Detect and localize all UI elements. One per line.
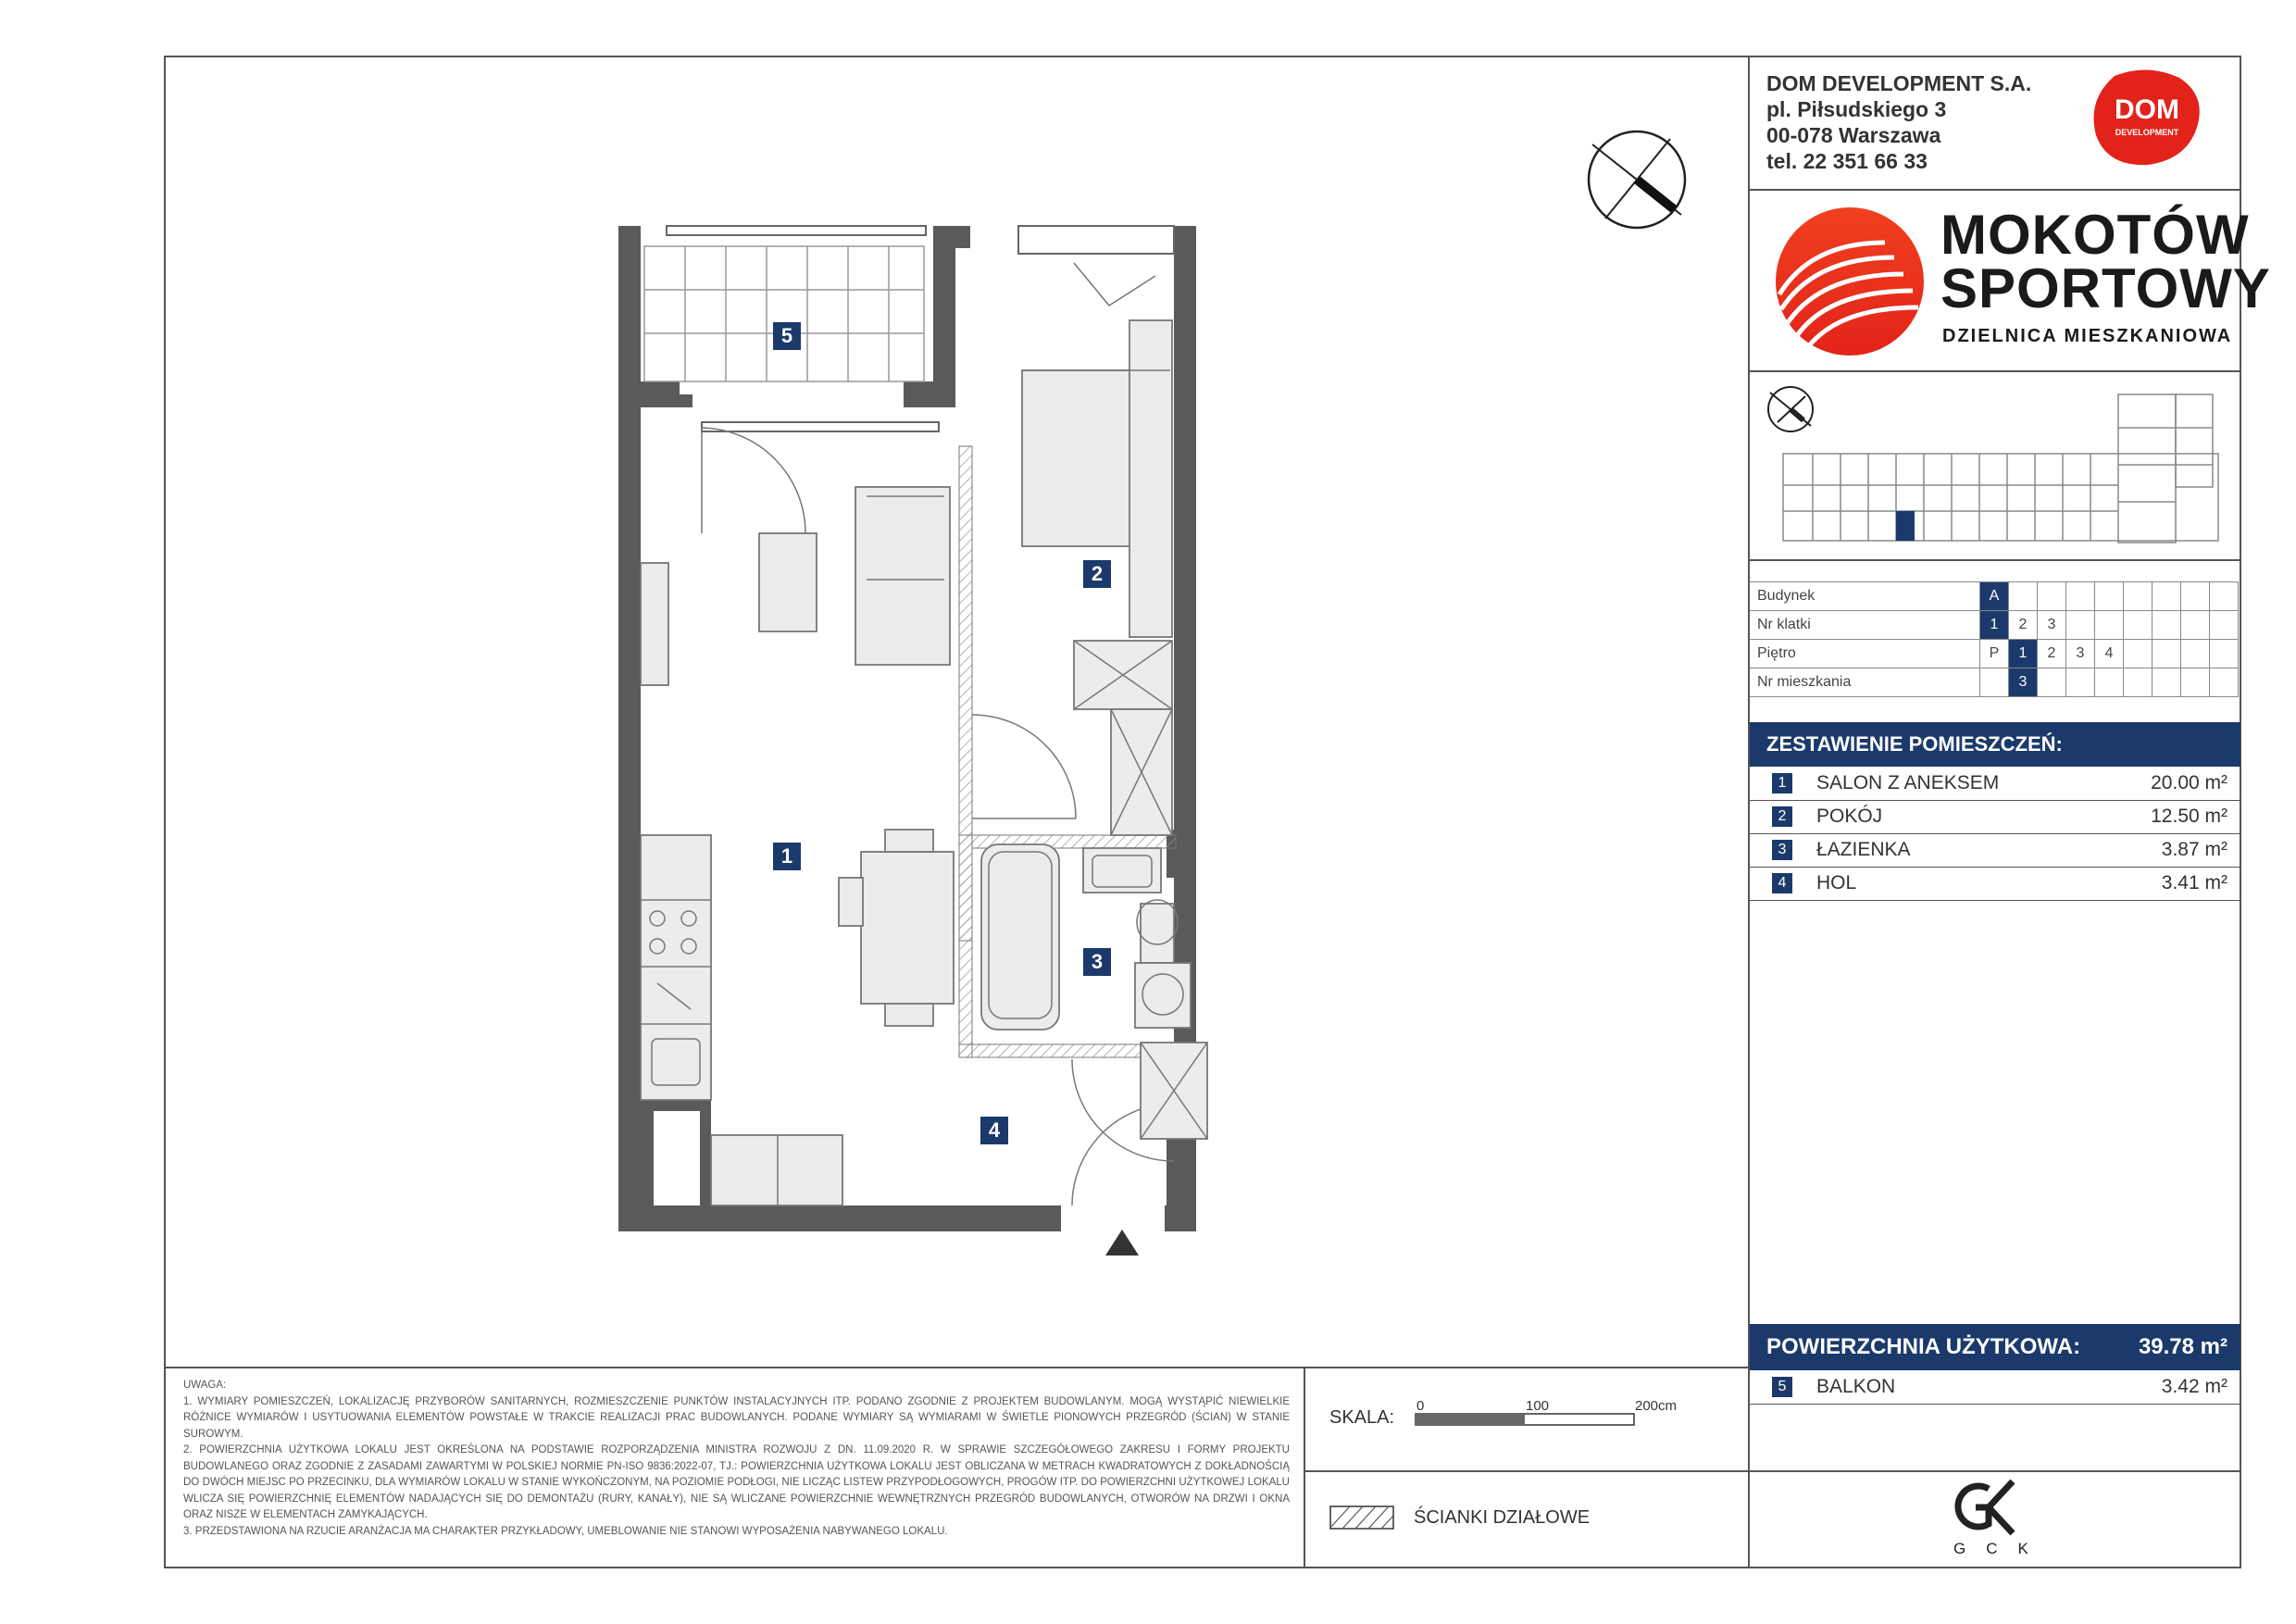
company-name: DOM DEVELOPMENT S.A. — [1766, 71, 2032, 95]
note-item: 1. WYMIARY POMIESZCZEŃ, LOKALIZACJĘ PRZYBORÓW SANITARNYCH, ROZMIESZCZENIE PUNKTÓW INSTALACYJNYCH ITP. PODANO ZGODNIE Z PROJEKTEM BUDOWLANYM. MOGĄ WYSTĄPIĆ NIEWIELKIE RÓŻNICE WYMIARÓW I USYTUOWANIA ELEMENTÓW POWSTAŁE W TRAKCIE REALIZACJI PRAC BUDOWLANYCH. PODANE WYMIARY SĄ WYMIARAMI W ŚWIETLE PIONOWYCH PRZEGRÓD (ŚCIAN) W STANIE SUROWYM. — [183, 1395, 1290, 1440]
divider — [1748, 559, 2241, 561]
bathtub — [981, 844, 1059, 1030]
plan-label-2: 2 — [1083, 560, 1111, 588]
divider — [164, 1367, 1750, 1368]
floor-plan — [611, 219, 1278, 1265]
table-row: Budynek A — [1750, 582, 2239, 611]
note-item: 3. PRZEDSTAWIONA NA RZUCIE ARANŻACJA MA CHARAKTER PRZYKŁADOWY, UMEBLOWANIE NIE STANOWI WYPOSAŻENIA NABYWANEGO LOKALU. — [183, 1525, 948, 1537]
company-city: 00-078 Warszawa — [1766, 123, 1941, 147]
rooms-header: ZESTAWIENIE POMIESZCZEŃ: — [1750, 722, 2240, 767]
compass-icon — [1583, 126, 1691, 233]
room-row: 4 HOL 3.41 m² — [1750, 867, 2240, 901]
table-row: Nr mieszkania 3 — [1750, 668, 2239, 697]
plan-label-4: 4 — [980, 1117, 1008, 1144]
room-row: 2 POKÓJ 12.50 m² — [1750, 800, 2240, 834]
row-label: Nr klatki — [1750, 611, 1980, 640]
divider — [1304, 1367, 1305, 1568]
coffee-table — [759, 533, 817, 631]
plan-label-1: 1 — [773, 843, 801, 870]
mokotow-sportowy-logo — [1774, 206, 1926, 357]
divider — [1748, 370, 2241, 372]
total-area-label: POWIERZCHNIA UŻYTKOWA: — [1766, 1334, 2081, 1359]
washing-machine — [1135, 963, 1191, 1028]
project-subtitle: DZIELNICA MIESZKANIOWA — [1942, 326, 2233, 346]
total-area-value: 39.78 m² — [2138, 1334, 2227, 1359]
divider — [1304, 1470, 1750, 1472]
notes — [183, 1378, 1290, 1540]
project-title-line1: MOKOTÓW — [1940, 204, 2250, 266]
company-address: pl. Piłsudskiego 3 — [1766, 97, 1947, 121]
scale-tick: 100 — [1526, 1398, 1550, 1414]
project-title-line2: SPORTOWY — [1940, 257, 2271, 319]
scale-bar — [1415, 1413, 1637, 1428]
sofa — [855, 487, 950, 665]
plan-label-3: 3 — [1083, 948, 1111, 976]
company-info — [1766, 70, 2031, 174]
room-row: 3 ŁAZIENKA 3.87 m² — [1750, 833, 2240, 868]
scale-tick: 200cm — [1635, 1398, 1678, 1414]
total-area-bar — [1750, 1324, 2240, 1370]
notes-title: UWAGA: — [183, 1380, 227, 1391]
dining-table — [861, 852, 954, 1004]
logo-text-bottom: DEVELOPMENT — [2115, 128, 2179, 137]
partition-wall-legend-icon — [1329, 1505, 1394, 1531]
gck-letters: GCK — [1953, 1540, 2049, 1557]
table-row: Nr klatki 1 2 3 — [1750, 611, 2239, 640]
legend-label: ŚCIANKI DZIAŁOWE — [1414, 1507, 1591, 1528]
row-label: Budynek — [1750, 582, 1980, 611]
divider — [1748, 189, 2241, 191]
balcony-row: 5 BALKON 3.42 m² — [1750, 1370, 2240, 1405]
gck-logo — [1948, 1478, 2031, 1537]
tv-cabinet — [641, 563, 668, 685]
compass-small-icon — [1768, 387, 1813, 431]
key-plan — [1757, 381, 2239, 557]
location-table — [1750, 581, 2239, 697]
apartment-highlight — [1896, 511, 1915, 541]
company-phone: tel. 22 351 66 33 — [1766, 149, 1928, 173]
wardrobe-hall — [711, 1135, 842, 1206]
divider — [1748, 1470, 2241, 1472]
row-label: Piętro — [1750, 640, 1980, 668]
entrance-arrow-icon — [1105, 1230, 1139, 1255]
logo-text-top: DOM — [2115, 94, 2179, 125]
scale-label: SKALA: — [1329, 1407, 1395, 1428]
row-label: Nr mieszkania — [1750, 668, 1980, 697]
project-title — [1940, 204, 2271, 319]
toilet — [1141, 904, 1174, 963]
note-item: 2. POWIERZCHNIA UŻYTKOWA LOKALU JEST OKREŚLONA NA PODSTAWIE ROZPORZĄDZENIA MINISTRA ROZWOJU Z DN. 11.09.2020 R. W SPRAWIE SZCZEGÓŁOWEGO ZAKRESU I FORMY PROJEKTU BUDOWLANEGO ORAZ ZGODNIE Z ZASADAMI ZAWARTYMI W POLSKIEJ NORMIE PN-ISO 9836:2022-07, TJ.: POWIERZCHNIA UŻYTKOWA LOKALU JEST OBLICZANA W METRACH KWADRATOWYCH Z DOKŁADNOŚCIĄ DO DWÓCH MIEJSC PO PRZECINKU, DLA WYMIARÓW LOKALU W STANIE WYKOŃCZONYM, NA POZIOMIE PODŁOGI, NIE LICZĄC LISTEW PRZYPODŁOGOWYCH, PROGÓW ITP. DO POWIERZCHNI UŻYTKOWEJ LOKALU WLICZA SIĘ POWIERZCHNIĘ ELEMENTÓW NADAJĄCYCH SIĘ DO DEMONTAŻU (RURY, KANAŁY), NIE SĄ WLICZANE POWIERZCHNIE WEWNĘTRZNYCH PRZEGRÓD BUDOWLANYCH, OTWORÓW NA DRZWI I OKNA ORAZ NISZE W ELEMENTACH ZAMYKAJĄCYCH. — [183, 1444, 1290, 1520]
plan-label-5: 5 — [773, 322, 801, 350]
table-row: Piętro P 1 2 3 4 — [1750, 640, 2239, 668]
scale-tick: 0 — [1416, 1398, 1425, 1414]
dom-development-logo — [2087, 67, 2207, 170]
room-row: 1 SALON Z ANEKSEM 20.00 m² — [1750, 767, 2240, 801]
